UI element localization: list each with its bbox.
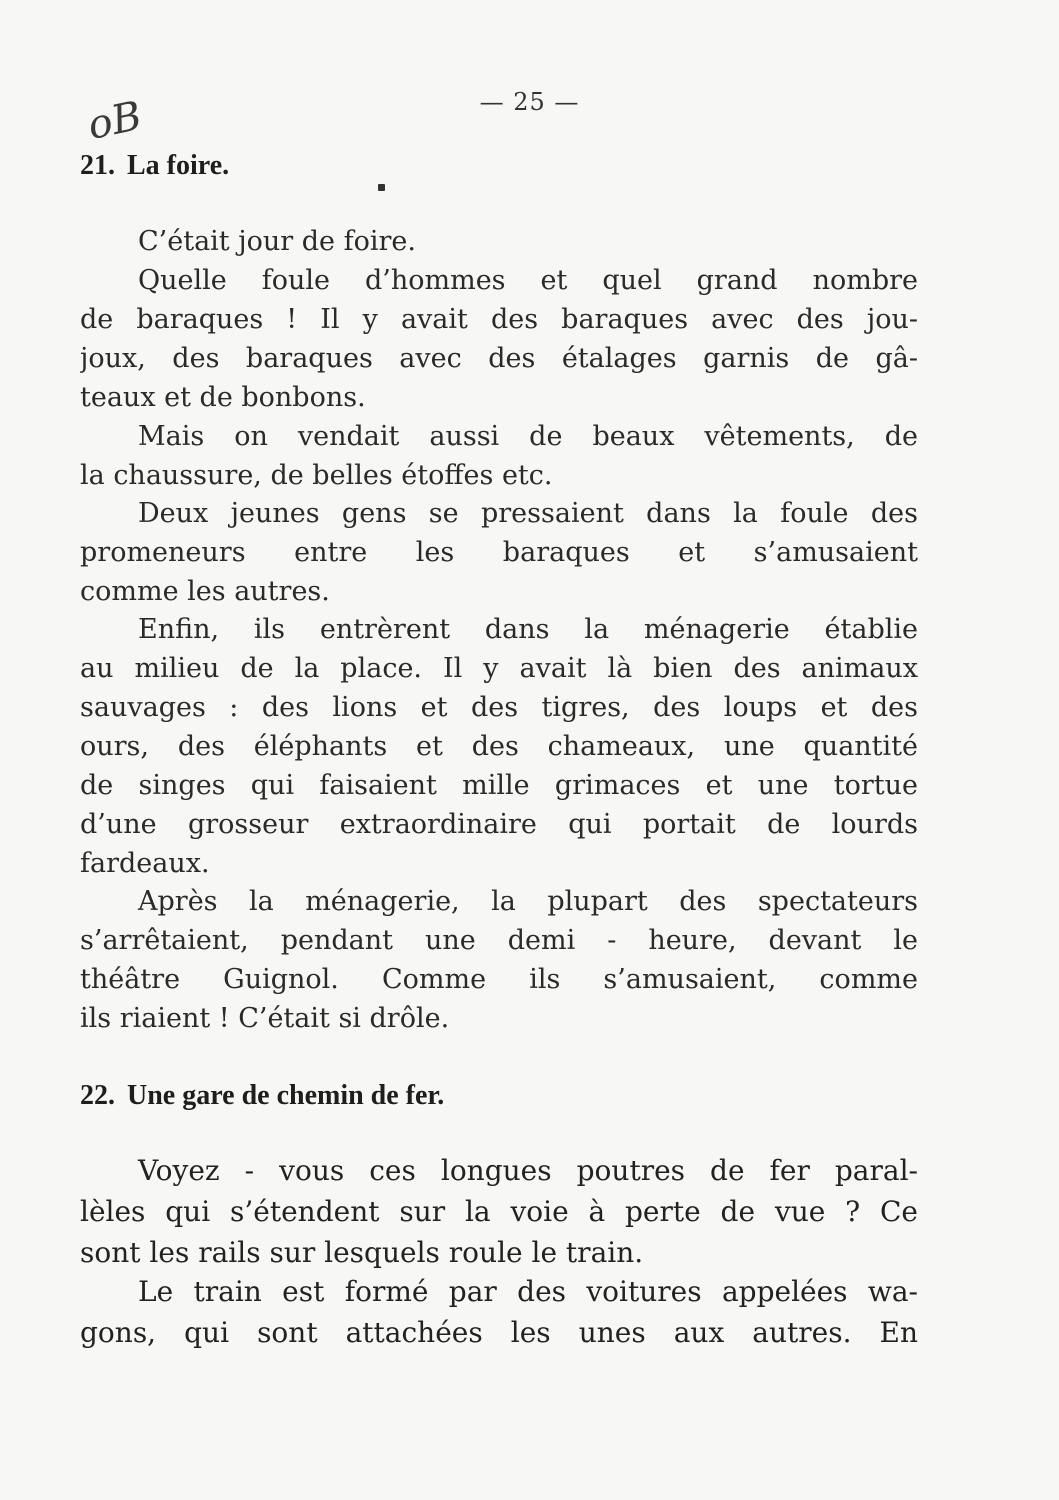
page-number: — 25 — — [479, 88, 580, 116]
text-line: Après la ménagerie, la plupart des spectateurs — [138, 886, 918, 917]
text-line: la chaussure, de belles étoffes etc. — [80, 460, 553, 491]
text-line: sauvages : des lions et des tigres, des loups et des — [80, 692, 918, 723]
text-line: de singes qui faisaient mille grimaces et une tortue — [80, 770, 918, 801]
text-line: gons, qui sont attachées les unes aux autres. En — [80, 1316, 918, 1349]
handwritten-annotation: oB — [83, 92, 146, 150]
section-21-number: 21. — [80, 150, 115, 181]
text-line: C’était jour de foire. — [138, 226, 416, 257]
section-21-paragraph-4 — [80, 494, 918, 611]
section-21-paragraph-1 — [80, 222, 918, 261]
section-22-number: 22. — [80, 1080, 115, 1111]
section-22-paragraph-2 — [80, 1271, 918, 1353]
text-line: ours, des éléphants et des chameaux, une quantité — [80, 731, 918, 762]
text-line: au milieu de la place. Il y avait là bien des animaux — [80, 653, 918, 684]
text-line: teaux et de bonbons. — [80, 382, 366, 413]
text-line: lèles qui s’étendent sur la voie à perte de vue ? Ce — [80, 1195, 918, 1228]
section-21-paragraph-5 — [80, 610, 918, 883]
text-line: sont les rails sur lesquels roule le train. — [80, 1236, 644, 1269]
text-line: Le train est formé par des voitures appelées wa- — [138, 1275, 918, 1308]
text-line: joux, des baraques avec des étalages garnis de gâ- — [80, 343, 918, 374]
text-line: de baraques ! Il y avait des baraques avec des jou- — [80, 304, 918, 335]
section-21-title: La foire. — [127, 150, 230, 181]
text-line: d’une grosseur extraordinaire qui portait de lourds — [80, 809, 918, 840]
text-line: Voyez - vous ces longues poutres de fer paral- — [138, 1154, 918, 1187]
text-line: fardeaux. — [80, 848, 210, 879]
ink-mark — [378, 184, 385, 191]
section-22-paragraph-1 — [80, 1150, 918, 1273]
text-line: s’arrêtaient, pendant une demi - heure, devant le — [80, 925, 918, 956]
section-22-heading — [80, 1080, 444, 1112]
section-21-heading — [80, 150, 229, 182]
text-line: comme les autres. — [80, 576, 330, 607]
text-line: théâtre Guignol. Comme ils s’amusaient, comme — [80, 964, 918, 995]
text-line: promeneurs entre les baraques et s’amusaient — [80, 537, 918, 568]
text-line: Mais on vendait aussi de beaux vêtements, de — [138, 421, 918, 452]
text-line: Enfin, ils entrèrent dans la ménagerie établie — [138, 614, 918, 645]
text-line: Quelle foule d’hommes et quel grand nombre — [138, 265, 918, 296]
section-21-paragraph-3 — [80, 417, 918, 495]
text-line: Deux jeunes gens se pressaient dans la foule des — [138, 498, 918, 529]
text-line: ils riaient ! C’était si drôle. — [80, 1003, 450, 1034]
section-21-paragraph-6 — [80, 882, 918, 1038]
section-21-paragraph-2 — [80, 261, 918, 417]
section-22-title: Une gare de chemin de fer. — [127, 1080, 445, 1111]
